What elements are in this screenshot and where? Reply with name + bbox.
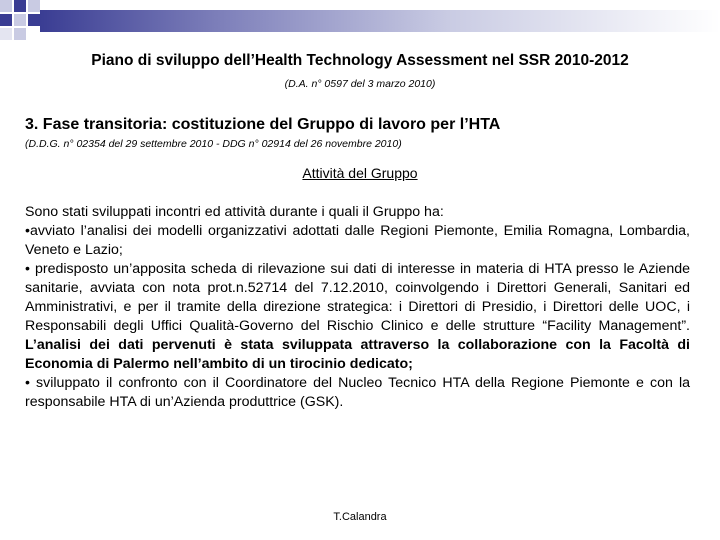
footer-author: T.Calandra	[333, 511, 387, 523]
bullet-item: •avviato l’analisi dei modelli organizzativi adottati dalle Regioni Piemonte, Emilia Romagna, Lombardia, Veneto e Lazio;	[25, 223, 690, 258]
activities-body	[25, 203, 690, 412]
section-heading: 3. Fase transitoria: costituzione del Gruppo di lavoro per l’HTA	[25, 116, 501, 133]
decorative-square	[14, 28, 26, 40]
bullet-text-bold: L’analisi dei dati pervenuti è stata sviluppata attraverso la collaborazione con la Facoltà di Economia di Palermo nell’ambito di un tirocinio dedicato;	[25, 337, 690, 372]
decorative-square	[0, 28, 12, 40]
decorative-square	[14, 0, 26, 12]
bullet-item: • sviluppato il confronto con il Coordinatore del Nucleo Tecnico HTA della Regione Piemonte e con la responsabile HTA di un’Azienda produttrice (GSK).	[25, 375, 690, 410]
header-gradient-bar	[40, 10, 720, 32]
decorative-square	[28, 14, 40, 26]
activities-heading: Attività del Gruppo	[302, 165, 418, 181]
page-subtitle: (D.A. n° 0597 del 3 marzo 2010)	[284, 78, 436, 90]
section-reference: (D.D.G. n° 02354 del 29 settembre 2010 - DDG n° 02914 del 26 novembre 2010)	[25, 138, 402, 150]
decorative-square	[14, 14, 26, 26]
bullet-item	[25, 260, 690, 374]
page-title: Piano di sviluppo dell’Health Technology Assessment nel SSR 2010-2012	[91, 52, 629, 69]
decorative-square	[0, 14, 12, 26]
decorative-square	[0, 0, 12, 12]
bullet-text: • predisposto un’apposita scheda di rilevazione sui dati di interesse in materia di HTA presso le Aziende sanitarie, avviata con nota prot.n.52714 del 7.12.2010, coinvolgendo i Direttori Generali, Sanitari ed Amministrativi, e per il tramite della direzione strategica: i Direttori di Presidio, i Direttori delle UOC, i Responsabili degli Uffici Qualità-Governo del Rischio Clinico e delle strutture “Facility Management”.	[25, 261, 690, 334]
activities-intro: Sono stati sviluppati incontri ed attività durante i quali il Gruppo ha:	[25, 204, 444, 220]
decorative-square	[28, 0, 40, 12]
